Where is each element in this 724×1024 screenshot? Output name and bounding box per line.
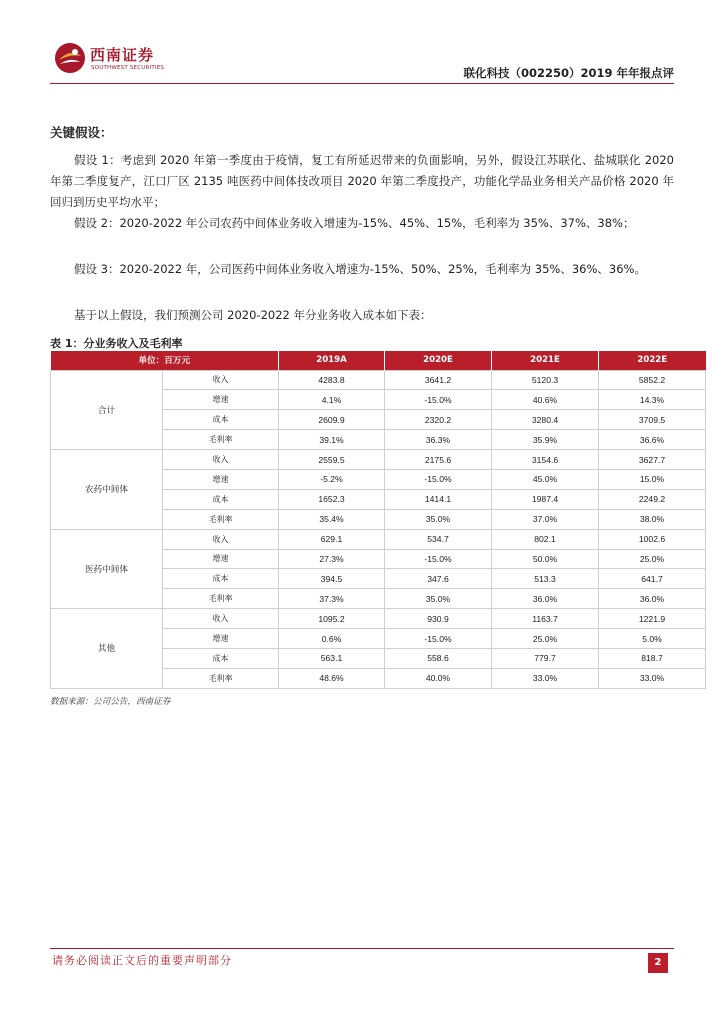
forecast-intro-paragraph: 基于以上假设，我们预测公司 2020-2022 年分业务收入成本如下表： [74,308,432,322]
value-cell: 394.5 [279,569,385,589]
section-title: 关键假设： [50,125,113,140]
value-cell: 534.7 [385,529,492,549]
value-cell: 40.6% [492,390,599,410]
segment-name-cell: 其他 [51,609,163,689]
value-cell: 3627.7 [599,450,706,470]
value-cell: 3709.5 [599,410,706,430]
value-cell: 2249.2 [599,489,706,509]
value-cell: 40.0% [385,668,492,688]
revenue-table-container [50,351,674,689]
table-row [51,529,706,549]
value-cell: 35.0% [385,589,492,609]
value-cell: 2320.2 [385,410,492,430]
segment-name-cell: 农药中间体 [51,450,163,530]
value-cell: -15.0% [385,390,492,410]
metric-label-cell: 收入 [163,370,279,390]
value-cell: 641.7 [599,569,706,589]
value-cell: 25.0% [599,549,706,569]
value-cell: 513.3 [492,569,599,589]
header-divider [50,83,674,84]
table-row [51,370,706,390]
metric-label-cell: 成本 [163,569,279,589]
value-cell: 2609.9 [279,410,385,430]
value-cell: 930.9 [385,609,492,629]
metric-label-cell: 增速 [163,390,279,410]
logo-mark-icon [54,42,86,74]
metric-label-cell: 收入 [163,450,279,470]
value-cell: 36.0% [599,589,706,609]
value-cell: 1652.3 [279,489,385,509]
header-year-cell: 2021E [492,351,599,370]
value-cell: 2175.6 [385,450,492,470]
logo-chinese-name: 西南证券 [90,46,155,64]
value-cell: 1163.7 [492,609,599,629]
value-cell: 45.0% [492,469,599,489]
value-cell: 33.0% [599,668,706,688]
header-unit-cell: 单位：百万元 [51,351,279,370]
value-cell: 25.0% [492,629,599,649]
company-logo [54,42,194,76]
value-cell: 3280.4 [492,410,599,430]
value-cell: 14.3% [599,390,706,410]
value-cell: 37.3% [279,589,385,609]
value-cell: 0.6% [279,629,385,649]
value-cell: 4.1% [279,390,385,410]
value-cell: -5.2% [279,469,385,489]
footer-divider [50,948,674,949]
report-title: 联化科技（002250）2019 年年报点评 [463,66,674,80]
metric-label-cell: 毛利率 [163,430,279,450]
table-title: 表 1：分业务收入及毛利率 [50,337,183,350]
data-source-note: 数据来源：公司公告，西南证券 [50,697,171,707]
table-row [51,450,706,470]
value-cell: 779.7 [492,648,599,668]
metric-label-cell: 收入 [163,529,279,549]
metric-label-cell: 收入 [163,609,279,629]
revenue-margin-table [50,351,706,689]
metric-label-cell: 成本 [163,489,279,509]
value-cell: 1987.4 [492,489,599,509]
table-header-row [51,351,706,370]
header-year-cell: 2019A [279,351,385,370]
assumption-paragraph-3: 假设 3：2020-2022 年，公司医药中间体业务收入增速为-15%、50%、25%，毛利率为 35%、36%、36%。 [74,262,646,276]
value-cell: 1221.9 [599,609,706,629]
value-cell: 35.4% [279,509,385,529]
metric-label-cell: 增速 [163,549,279,569]
metric-label-cell: 成本 [163,648,279,668]
value-cell: 36.0% [492,589,599,609]
metric-label-cell: 毛利率 [163,509,279,529]
segment-name-cell: 合计 [51,370,163,450]
value-cell: 3641.2 [385,370,492,390]
segment-name-cell: 医药中间体 [51,529,163,609]
metric-label-cell: 成本 [163,410,279,430]
value-cell: 818.7 [599,648,706,668]
value-cell: 48.6% [279,668,385,688]
value-cell: 2559.5 [279,450,385,470]
value-cell: 50.0% [492,549,599,569]
value-cell: 1095.2 [279,609,385,629]
value-cell: 35.9% [492,430,599,450]
header-year-cell: 2022E [599,351,706,370]
value-cell: 27.3% [279,549,385,569]
value-cell: 5852.2 [599,370,706,390]
value-cell: 38.0% [599,509,706,529]
metric-label-cell: 毛利率 [163,589,279,609]
metric-label-cell: 毛利率 [163,668,279,688]
value-cell: 1002.6 [599,529,706,549]
page-number: 2 [648,953,668,973]
value-cell: 4283.8 [279,370,385,390]
value-cell: 5120.3 [492,370,599,390]
value-cell: 5.0% [599,629,706,649]
page-header [50,40,674,84]
table-body [51,370,706,688]
metric-label-cell: 增速 [163,629,279,649]
logo-english-name: SOUTHWEST SECURITIES [91,65,165,71]
assumption-paragraph-2: 假设 2：2020-2022 年公司农药中间体业务收入增速为-15%、45%、15%，毛利率为 35%、37%、38%； [74,216,635,230]
footer-disclaimer: 请务必阅读正文后的重要声明部分 [52,954,232,967]
value-cell: 15.0% [599,469,706,489]
value-cell: 1414.1 [385,489,492,509]
value-cell: 563.1 [279,648,385,668]
value-cell: 37.0% [492,509,599,529]
value-cell: 36.3% [385,430,492,450]
value-cell: 36.6% [599,430,706,450]
metric-label-cell: 增速 [163,469,279,489]
value-cell: 33.0% [492,668,599,688]
header-year-cell: 2020E [385,351,492,370]
table-row [51,609,706,629]
value-cell: 629.1 [279,529,385,549]
value-cell: 802.1 [492,529,599,549]
value-cell: 347.6 [385,569,492,589]
value-cell: -15.0% [385,469,492,489]
value-cell: 558.6 [385,648,492,668]
value-cell: 39.1% [279,430,385,450]
value-cell: -15.0% [385,629,492,649]
value-cell: -15.0% [385,549,492,569]
value-cell: 35.0% [385,509,492,529]
value-cell: 3154.6 [492,450,599,470]
assumption-paragraph-1: 假设 1：考虑到 2020 年第一季度由于疫情，复工有所延迟带来的负面影响，另外，假设江苏联化、盐城联化 2020 年第二季度复产，江口厂区 2135 吨医药中间体技改项目 2020 年第二季度投产，功能化学品业务相关产品价格 2020 年回归到历史平均水平； [50,153,674,209]
